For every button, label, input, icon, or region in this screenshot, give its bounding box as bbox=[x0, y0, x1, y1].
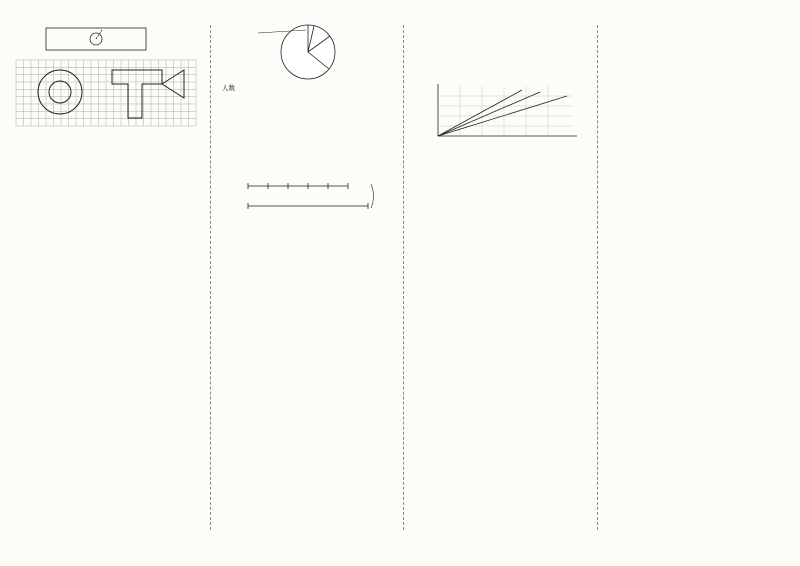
direction-gauge bbox=[42, 24, 152, 54]
grid-shape-triangle bbox=[162, 70, 184, 98]
grid-circle-inner bbox=[49, 81, 71, 103]
shape-grid bbox=[434, 26, 564, 74]
bar-unit-label: 人数 bbox=[222, 84, 235, 92]
pie-chart bbox=[218, 22, 398, 82]
price-line-graph bbox=[412, 74, 590, 144]
col-3 bbox=[412, 22, 590, 527]
terrain-bar-chart bbox=[604, 22, 794, 114]
segment-diagram bbox=[218, 178, 398, 212]
divider-1 bbox=[210, 25, 211, 530]
coordinate-grid bbox=[12, 58, 202, 130]
grid-shape-t bbox=[112, 70, 162, 118]
divider-3 bbox=[597, 25, 598, 530]
col-2 bbox=[218, 22, 398, 527]
bar-chart bbox=[218, 82, 398, 178]
col-4 bbox=[604, 22, 796, 527]
grid-circle-outer bbox=[38, 70, 82, 114]
col-1 bbox=[4, 22, 204, 527]
divider-2 bbox=[403, 25, 404, 530]
